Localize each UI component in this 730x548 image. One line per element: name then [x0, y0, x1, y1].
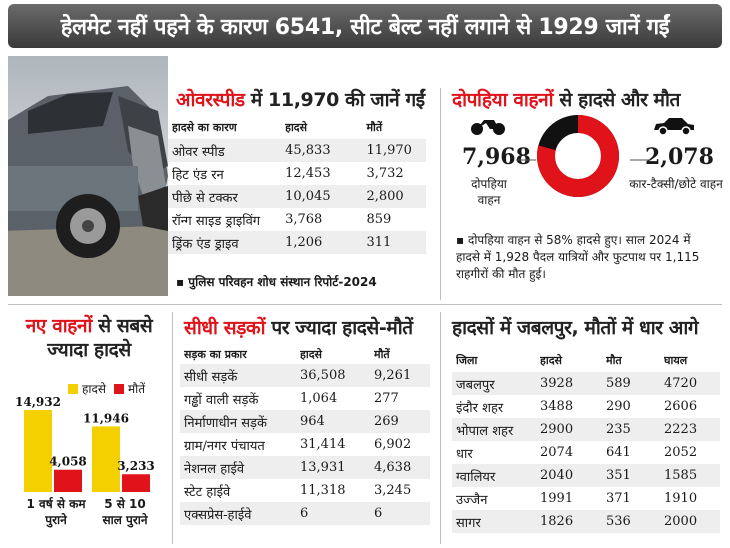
road-type-cell: गड्ढों वाली सड़कें — [184, 392, 259, 408]
two-wheeler-title — [452, 86, 680, 112]
roads-title-rest: पर ज्यादा हादसे-मौतें — [265, 317, 413, 339]
header-accidents: हादसे — [300, 347, 322, 361]
table-row — [452, 464, 720, 487]
accidents-cell: 2074 — [540, 445, 574, 460]
district-cell: उज्जैन — [456, 492, 488, 508]
districts-table — [452, 348, 720, 533]
overspeed-title-red: ओवरस्पीड — [176, 89, 245, 111]
new-vehicles-title-red: नए वाहनों — [25, 315, 93, 337]
deaths-cell: 290 — [606, 399, 631, 414]
group-label: 1 वर्ष से कम पुराने — [26, 497, 86, 527]
table-row — [168, 162, 426, 185]
roads-title-red: सीधी सड़कों — [184, 317, 266, 339]
motorcycle-icon — [470, 114, 506, 136]
headline-text: हेलमेट नहीं पहने के कारण 6541, सीट बेल्ट नहीं लगाने से 1929 जानें गईं — [60, 15, 670, 40]
table-row — [180, 479, 430, 502]
two-wheeler-value: 7,968 — [462, 144, 531, 170]
table-row — [180, 364, 430, 387]
header-deaths: मौत — [606, 353, 622, 367]
district-cell: भोपाल शहर — [456, 423, 514, 439]
overspeed-title — [176, 86, 425, 112]
road-type-cell: ग्राम/नगर पंचायत — [184, 438, 265, 454]
road-type-cell: स्टेट हाईवे — [184, 484, 231, 500]
accidents-cell: 1826 — [540, 514, 574, 529]
legend-deaths: मौतें — [127, 382, 146, 396]
header-accidents: हादसे — [285, 121, 308, 134]
districts-title: हादसों में जबलपुर, मौतों में धार आगे — [452, 317, 699, 339]
accidents-cell: 964 — [300, 414, 325, 429]
car-value: 2,078 — [645, 144, 714, 170]
deaths-cell: 641 — [606, 445, 631, 460]
two-wheeler-title-red: दोपहिया वाहनों — [452, 89, 554, 111]
header-road-type: सड़क का प्रकार — [184, 347, 247, 361]
bar-deaths — [122, 474, 150, 492]
deaths-cell: 371 — [606, 491, 631, 506]
bar-chart — [14, 396, 164, 496]
two-wheeler-label: दोपहिया वाहन — [471, 177, 507, 207]
roads-table — [180, 344, 430, 525]
table-row — [168, 185, 426, 208]
deaths-cell: 6 — [374, 506, 383, 521]
districts-header-row — [452, 348, 720, 372]
bar-label-accidents: 11,946 — [83, 411, 129, 426]
district-cell: धार — [456, 446, 473, 462]
accidents-cell: 11,318 — [300, 483, 346, 498]
accidents-cell: 1,064 — [300, 391, 338, 406]
cause-cell: हिट एंड रन — [172, 167, 224, 183]
deaths-cell: 3,732 — [366, 166, 404, 181]
cause-cell: पीछे से टक्कर — [172, 190, 238, 206]
accidents-cell: 2040 — [540, 468, 574, 483]
header-injured: घायल — [664, 353, 688, 367]
table-row — [452, 372, 720, 395]
accidents-cell: 31,414 — [300, 437, 346, 452]
divider — [8, 304, 722, 305]
crashed-car-illustration — [8, 56, 168, 296]
divider — [440, 88, 441, 300]
injured-cell: 1910 — [664, 491, 698, 506]
accidents-cell: 1991 — [540, 491, 574, 506]
connector-lines — [516, 150, 652, 170]
table-row — [168, 208, 426, 231]
accidents-cell: 13,931 — [300, 460, 346, 475]
header-accidents: हादसे — [540, 353, 562, 367]
table-row — [452, 395, 720, 418]
injured-cell: 2606 — [664, 399, 698, 414]
bar-deaths — [54, 470, 82, 492]
injured-cell: 1585 — [664, 468, 698, 483]
road-type-cell: एक्सप्रेस-हाईवे — [184, 507, 252, 523]
header-cause: हादसे का कारण — [172, 121, 237, 134]
two-wheeler-title-rest: से हादसे और मौत — [553, 89, 680, 111]
roads-title — [184, 314, 413, 340]
accidents-cell: 36,508 — [300, 368, 346, 383]
injured-cell: 2052 — [664, 445, 698, 460]
table-row — [168, 231, 426, 254]
deaths-cell: 859 — [366, 212, 392, 227]
cause-cell: ओवर स्पीड — [172, 144, 225, 160]
deaths-cell: 6,902 — [374, 437, 412, 452]
overspeed-header-row — [168, 116, 426, 139]
new-vehicles-title — [14, 314, 164, 362]
injured-cell: 2000 — [664, 514, 698, 529]
two-wheeler-note: ▪ दोपहिया वाहन से 58% हादसे हुए। साल 2024 में हादसे में 1,928 पैदल यात्रियों और फुटपाथ पर 1,115 राहगीरों की मौत हुई। — [456, 233, 700, 281]
cause-cell: रॉन्ग साइड ड्राइविंग — [172, 213, 261, 229]
legend — [68, 380, 145, 397]
header-deaths: मौतें — [374, 347, 390, 361]
bar-label-deaths: 4,058 — [49, 454, 87, 469]
divider — [172, 312, 173, 544]
table-row — [180, 410, 430, 433]
table-row — [180, 456, 430, 479]
new-vehicles-title-rest: से सबसे ज्यादा हादसे — [47, 315, 153, 361]
bar-accidents — [24, 410, 52, 492]
deaths-cell: 536 — [606, 514, 631, 529]
deaths-cell: 2,800 — [366, 189, 404, 204]
district-cell: इंदौर शहर — [456, 400, 504, 416]
accidents-cell: 12,453 — [285, 166, 331, 181]
road-type-cell: निर्माणाधीन सड़कें — [184, 415, 267, 431]
source-note: ▪ पुलिस परिवहन शोध संस्थान रिपोर्ट-2024 — [176, 275, 377, 289]
road-type-cell: सीधी सड़कें — [184, 369, 238, 385]
accidents-cell: 1,206 — [285, 235, 323, 250]
crashed-car-photo — [8, 56, 168, 296]
table-row — [168, 139, 426, 162]
overspeed-table — [168, 116, 426, 254]
accidents-cell: 3928 — [540, 376, 574, 391]
group-label: 5 से 10 साल पुराने — [102, 497, 148, 527]
injured-cell: 2223 — [664, 422, 698, 437]
accidents-cell: 45,833 — [285, 143, 331, 158]
deaths-cell: 4,638 — [374, 460, 412, 475]
table-row — [452, 510, 720, 533]
district-cell: ग्वालियर — [456, 469, 496, 485]
bar-label-accidents: 14,932 — [15, 396, 61, 409]
deaths-cell: 9,261 — [374, 368, 412, 383]
car-icon — [652, 116, 696, 136]
header-deaths: मौतें — [366, 121, 383, 134]
legend-accidents: हादसे — [82, 382, 106, 396]
injured-cell: 4720 — [664, 376, 698, 391]
table-row — [452, 487, 720, 510]
table-row — [180, 433, 430, 456]
overspeed-title-rest: में 11,970 की जानें गईं — [244, 89, 425, 111]
deaths-cell: 3,245 — [374, 483, 412, 498]
deaths-cell: 269 — [374, 414, 399, 429]
bar-label-deaths: 3,233 — [117, 459, 155, 474]
divider — [440, 312, 441, 544]
accidents-cell: 10,045 — [285, 189, 331, 204]
legend-swatch-accidents — [68, 384, 78, 394]
deaths-cell: 589 — [606, 376, 631, 391]
table-row — [452, 441, 720, 464]
accidents-cell: 3,768 — [285, 212, 323, 227]
district-cell: सागर — [456, 515, 481, 531]
car-label: कार-टैक्सी/छोटे वाहन — [629, 177, 723, 191]
table-row — [452, 418, 720, 441]
deaths-cell: 235 — [606, 422, 631, 437]
deaths-cell: 11,970 — [366, 143, 412, 158]
district-cell: जबलपुर — [456, 377, 495, 393]
legend-swatch-deaths — [114, 384, 124, 394]
road-type-cell: नेशनल हाईवे — [184, 461, 245, 477]
headline-banner — [8, 4, 722, 48]
bar-accidents — [92, 426, 120, 492]
table-row — [180, 502, 430, 525]
accidents-cell: 3488 — [540, 399, 574, 414]
deaths-cell: 351 — [606, 468, 631, 483]
deaths-cell: 311 — [366, 235, 392, 250]
roads-header-row — [180, 344, 430, 364]
accidents-cell: 2900 — [540, 422, 574, 437]
accidents-cell: 6 — [300, 506, 309, 521]
header-district: जिला — [456, 353, 478, 367]
cause-cell: ड्रिंक एंड ड्राइव — [172, 236, 239, 252]
table-row — [180, 387, 430, 410]
deaths-cell: 277 — [374, 391, 399, 406]
